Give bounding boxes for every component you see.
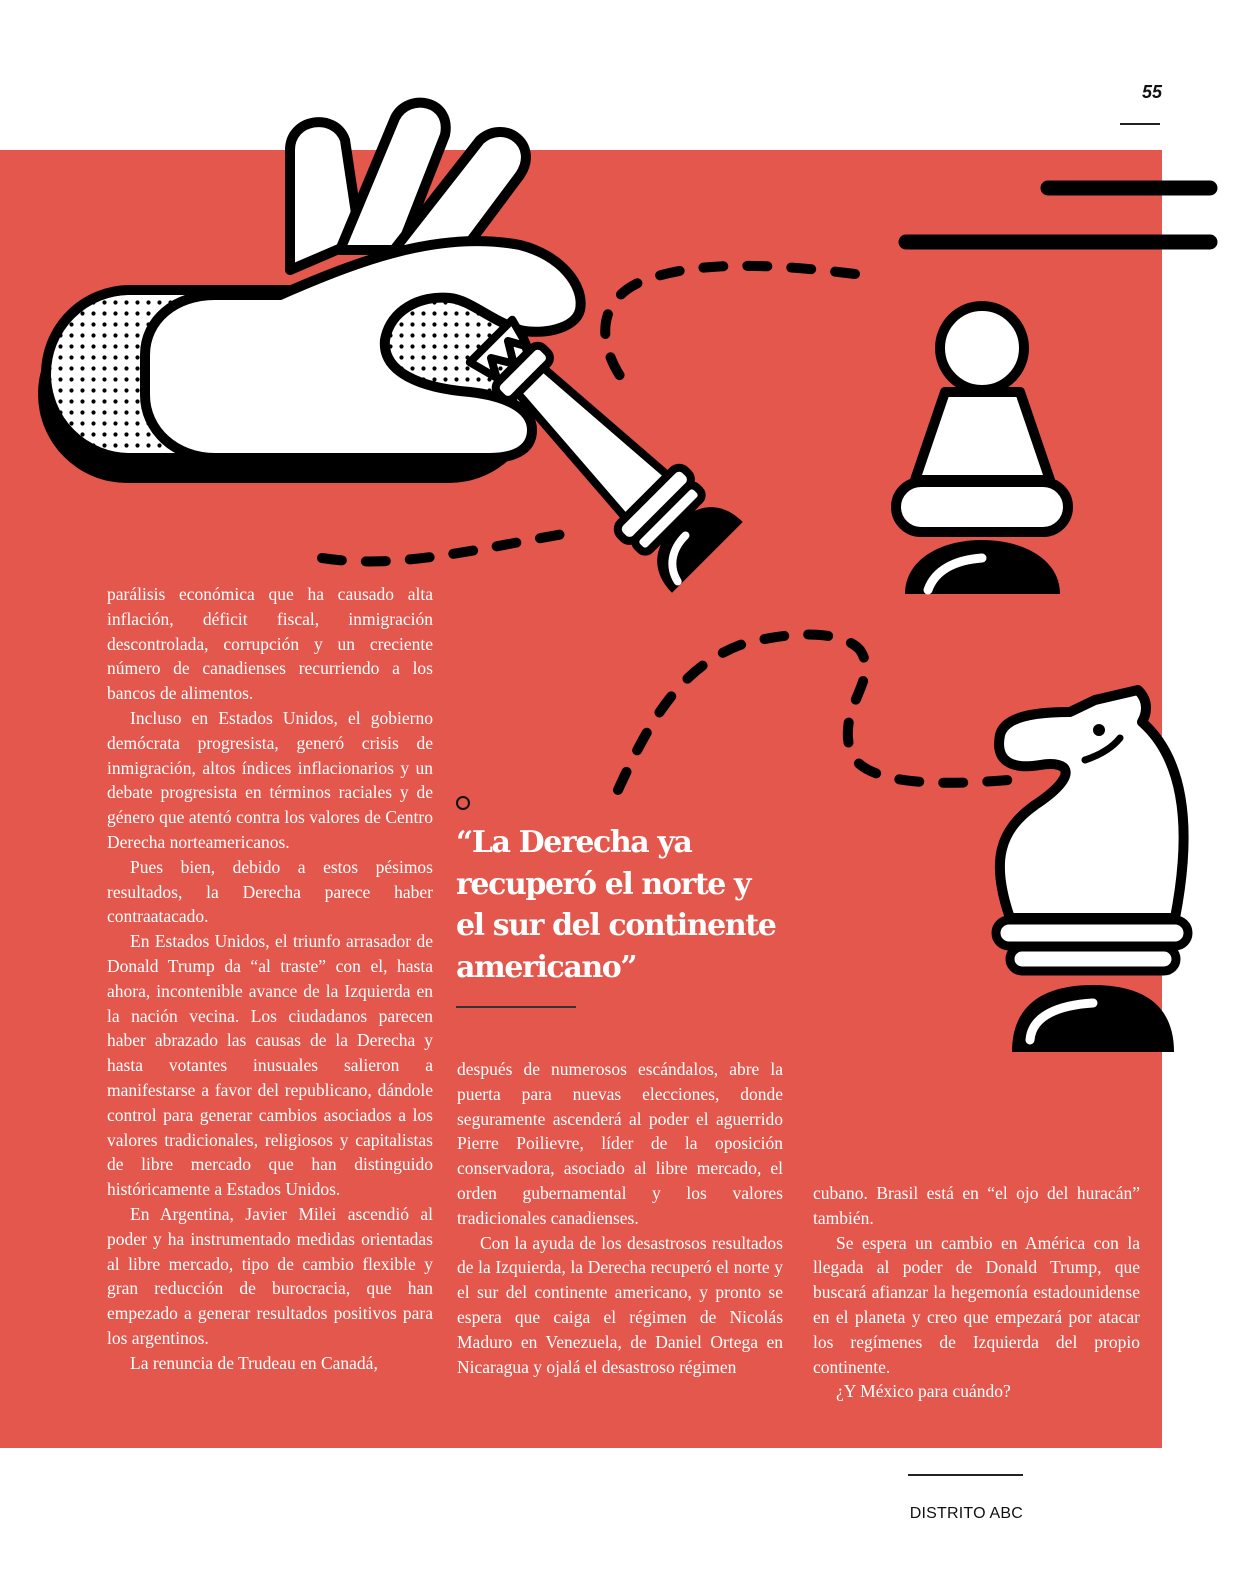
footer-rule	[908, 1474, 1023, 1476]
paragraph: después de numerosos escándalos, abre la puerta para nuevas elecciones, donde seguramente ascenderá al poder el aguerrido Pierre Poilievre, líder de la oposición conservadora, asociado al libre mercado, el orden gubernamental y los valores tradicionales canadienses.	[457, 1059, 783, 1228]
quote-mark-icon	[456, 796, 470, 810]
paragraph: En Argentina, Javier Milei ascendió al poder y ha instrumentado medidas orientadas al libre mercado, tipo de cambio flexible y gran reducción de burocracia, que han empezado a generar resultados positivos para los argentinos.	[107, 1203, 433, 1348]
paragraph: La renuncia de Trudeau en Canadá,	[130, 1352, 378, 1373]
paragraph: cubano. Brasil está en “el ojo del huracán” también.	[813, 1183, 1140, 1228]
knight-icon	[996, 690, 1188, 1052]
paragraph: parálisis económica que ha causado alta inflación, déficit fiscal, inmigración descontrolada, corrupción y un creciente número de canadienses recurriendo a los bancos de alimentos.	[107, 584, 433, 704]
article-column-1	[107, 582, 433, 1376]
page-number: 55	[1141, 82, 1162, 102]
paragraph: Se espera un cambio en América con la llegada al poder de Donald Trump, que buscará afianzar la hegemonía estadounidense en el planeta y creo que empezará por atacar los regímenes de Izquierda del propio continente.	[813, 1232, 1140, 1377]
pull-quote-rule	[456, 1006, 576, 1008]
paragraph: En Estados Unidos, el triunfo arrasador de Donald Trump da “al traste” con el, hasta ahora, incontenible avance de la Izquierda en la nación vecina. Los ciudadanos parecen haber abrazado las causas de la Derecha y hasta votantes inusuales salieron a manifestarse a favor del republicano, dándole control para generar cambios asociados a los valores tradicionales, religiosos y capitalistas de libre mercado que han distinguido históricamente a Estados Unidos.	[107, 931, 433, 1200]
paragraph: Con la ayuda de los desastrosos resultados de la Izquierda, la Derecha recuperó el norte y el sur del continente americano, y pronto se espera que caiga el régimen de Nicolás Maduro en Venezuela, de Daniel Ortega en Nicaragua y ojalá el desastroso régimen	[457, 1232, 783, 1377]
article-column-2	[457, 1057, 783, 1379]
pull-quote: “La Derecha ya recuperó el norte y el sur del continente americano”	[456, 825, 776, 985]
article-column-3	[813, 1181, 1140, 1404]
hand-holding-king-icon	[38, 103, 743, 593]
paragraph: Pues bien, debido a estos pésimos resultados, la Derecha parece haber contraatacado.	[107, 856, 433, 927]
paragraph: Incluso en Estados Unidos, el gobierno demócrata progresista, generó crisis de inmigración, altos índices inflacionarios y un debate progresista en términos raciales y de género que atentó contra los valores de Centro Derecha norteamericanos.	[107, 707, 433, 852]
paragraph: ¿Y México para cuándo?	[836, 1381, 1011, 1402]
publication-name: DISTRITO ABC	[909, 1505, 1023, 1522]
speed-lines-icon	[906, 188, 1210, 242]
pawn-icon	[896, 306, 1068, 594]
